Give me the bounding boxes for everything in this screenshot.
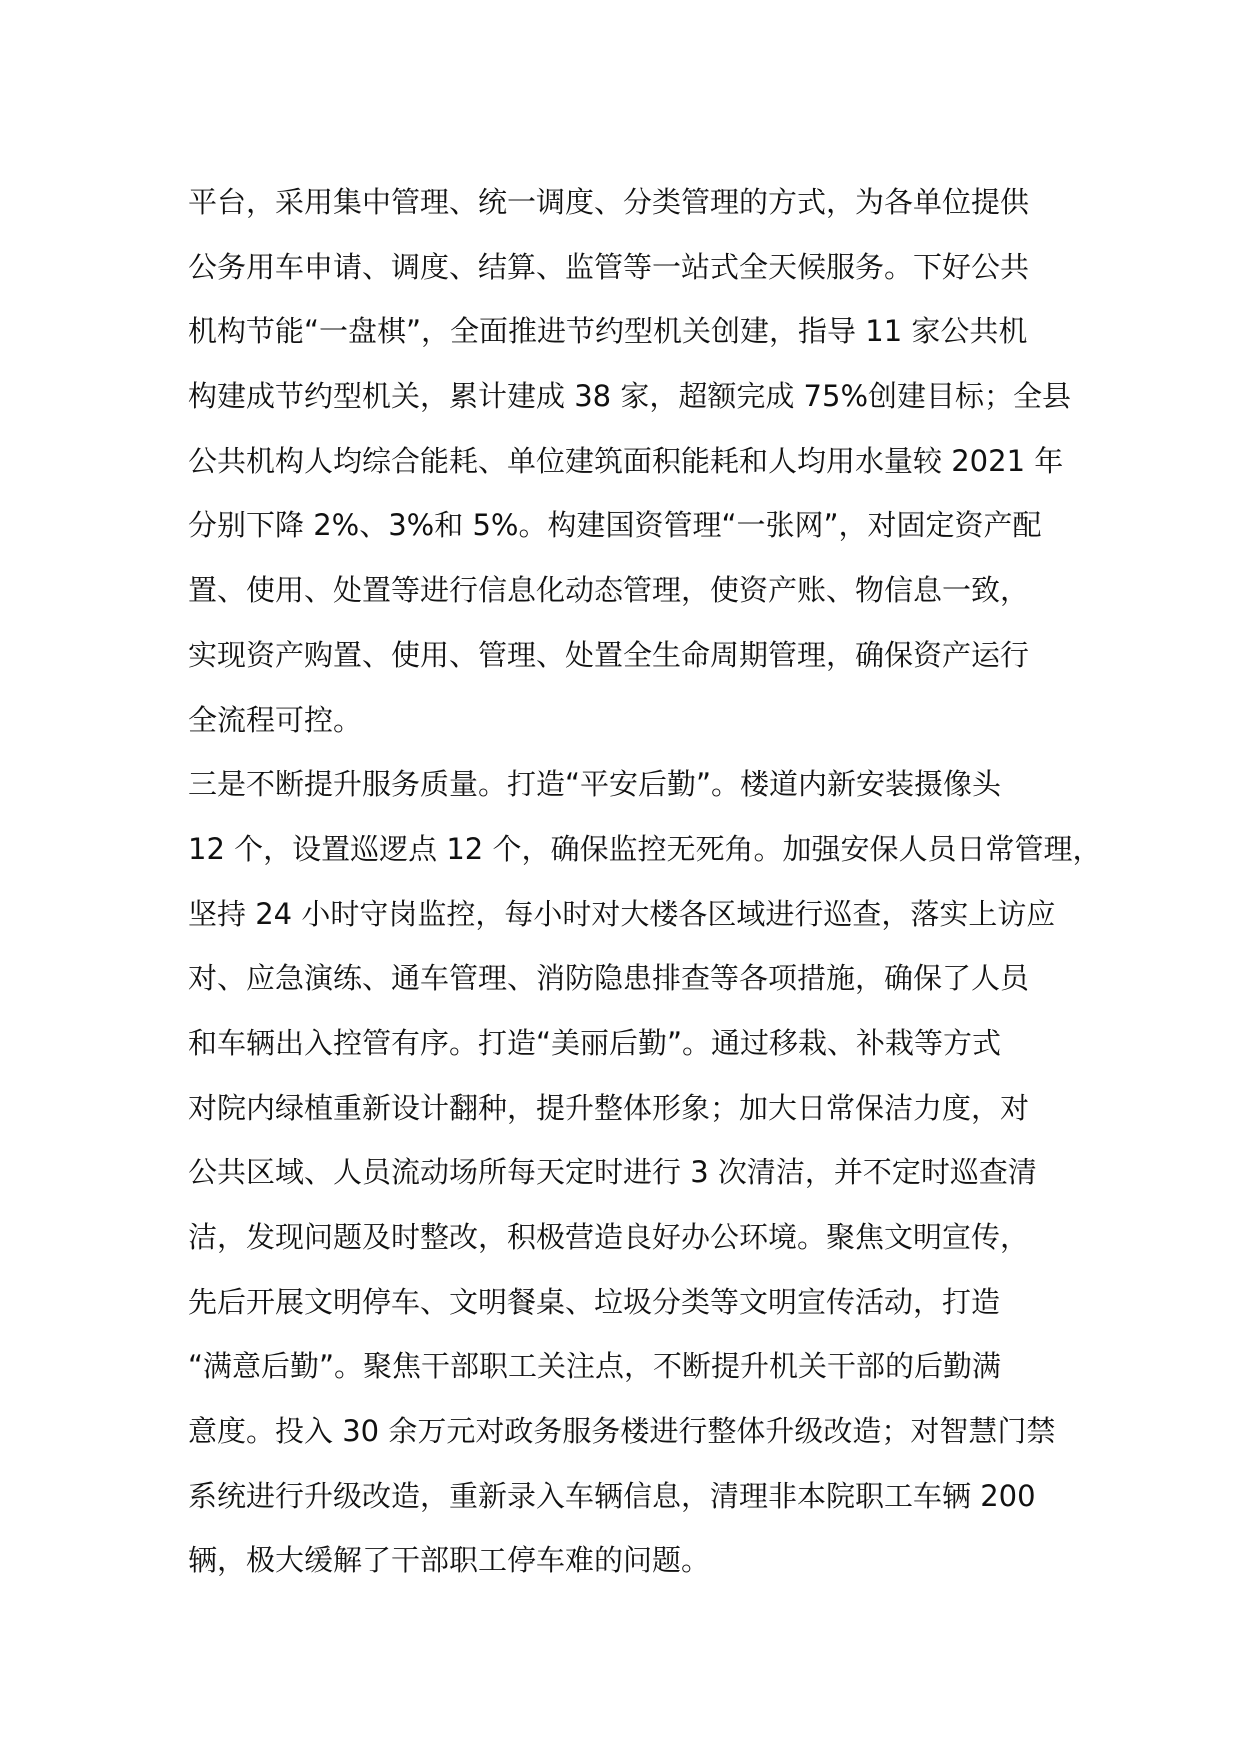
text-line: 洁，发现问题及时整改，积极营造良好办公环境。聚焦文明宣传， <box>188 1220 1030 1254</box>
text-line: 平台，采用集中管理、统一调度、分类管理的方式，为各单位提供 <box>188 185 1030 219</box>
text-line: 和车辆出入控管有序。打造“美丽后勤”。通过移栽、补栽等方式 <box>188 1025 1002 1060</box>
text-line: 辆，极大缓解了干部职工停车难的问题。 <box>188 1543 711 1578</box>
text-line: 系统进行升级改造，重新录入车辆信息，清理非本院职工车辆 200 <box>188 1478 1036 1513</box>
text-line: 置、使用、处置等进行信息化动态管理，使资产账、物信息一致， <box>188 573 1030 608</box>
text-line: 构建成节约型机关，累计建成 38 家，超额完成 75%创建目标；全县 <box>188 379 1072 414</box>
text-line: 意度。投入 30 余万元对政务服务楼进行整体升级改造；对智慧门禁 <box>188 1414 1056 1449</box>
text-line: 分别下降 2%、3%和 5%。构建国资管理“一张网”，对固定资产配 <box>188 508 1042 543</box>
text-line: 全流程可控。 <box>188 702 363 737</box>
text-line: 对、应急演练、通车管理、消防隐患排查等各项措施，确保了人员 <box>188 961 1030 996</box>
body-text <box>188 170 1102 1593</box>
text-line: 公共机构人均综合能耗、单位建筑面积能耗和人均用水量较 2021 年 <box>188 443 1064 478</box>
text-line: “满意后勤”。聚焦干部职工关注点，不断提升机关干部的后勤满 <box>188 1349 1002 1384</box>
text-line: 三是不断提升服务质量。打造“平安后勤”。楼道内新安装摄像头 <box>188 767 1002 802</box>
text-line: 实现资产购置、使用、管理、处置全生命周期管理，确保资产运行 <box>188 637 1030 672</box>
text-line: 公共区域、人员流动场所每天定时进行 3 次清洁，并不定时巡查清 <box>188 1155 1037 1190</box>
text-line: 机构节能“一盘棋”，全面推进节约型机关创建，指导 11 家公共机 <box>188 314 1028 349</box>
text-line: 公务用车申请、调度、结算、监管等一站式全天候服务。下好公共 <box>188 249 1030 284</box>
text-line: 先后开展文明停车、文明餐桌、垃圾分类等文明宣传活动，打造 <box>188 1284 1001 1319</box>
text-line: 坚持 24 小时守岗监控，每小时对大楼各区域进行巡查，落实上访应 <box>188 896 1056 931</box>
text-line: 12 个，设置巡逻点 12 个，确保监控无死角。加强安保人员日常管理， <box>188 831 1102 866</box>
text-line: 对院内绿植重新设计翻种，提升整体形象；加大日常保洁力度，对 <box>188 1090 1030 1125</box>
